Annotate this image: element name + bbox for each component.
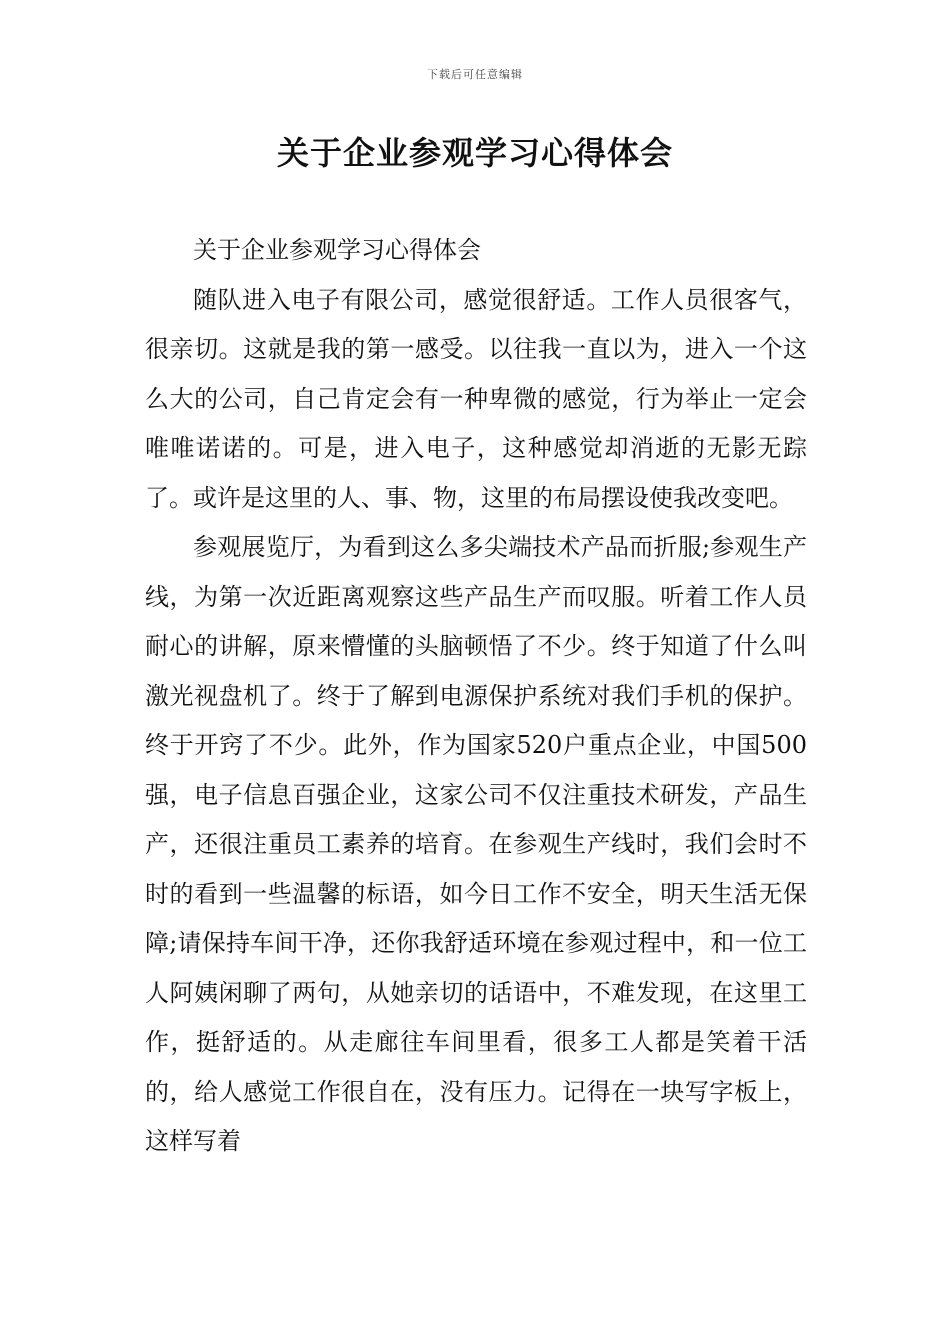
paragraph-subtitle: 关于企业参观学习心得体会: [193, 236, 481, 264]
header-note: 下载后可任意编辑: [427, 68, 523, 81]
document-title: 关于企业参观学习心得体会: [276, 134, 673, 172]
paragraph-1: 随队进入电子有限公司，感觉很舒适。工作人员很客气，很亲切。这就是我的第一感受。以往我一直以为，进入一个这么大的公司，自己肯定会有一种卑微的感觉，行为举止一定会唯唯诺诺的。可是，进入电子，这种感觉却消逝的无影无踪了。或许是这里的人、事、物，这里的布局摆设使我改变吧。: [145, 285, 807, 512]
paragraph-2: 参观展览厅，为看到这么多尖端技术产品而折服;参观生产线，为第一次近距离观察这些产品生产而叹服。听着工作人员耐心的讲解，原来懵懂的头脑顿悟了不少。终于知道了什么叫激光视盘机了。终于了解到电源保护系统对我们手机的保护。终于开窍了不少。此外，作为国家520户重点企业，中国500强，电子信息百强企业，这家公司不仅注重技术研发，产品生产，还很注重员工素养的培育。在参观生产线时，我们会时不时的看到一些温馨的标语，如今日工作不安全，明天生活无保障;请保持车间干净，还你我舒适环境在参观过程中，和一位工人阿姨闲聊了两句，从她亲切的话语中，不难发现，在这里工作，挺舒适的。从走廊往车间里看，很多工人都是笑着干活的，给人感觉工作很自在，没有压力。记得在一块写字板上，这样写着: [145, 533, 807, 1155]
document-body: [145, 226, 807, 1167]
